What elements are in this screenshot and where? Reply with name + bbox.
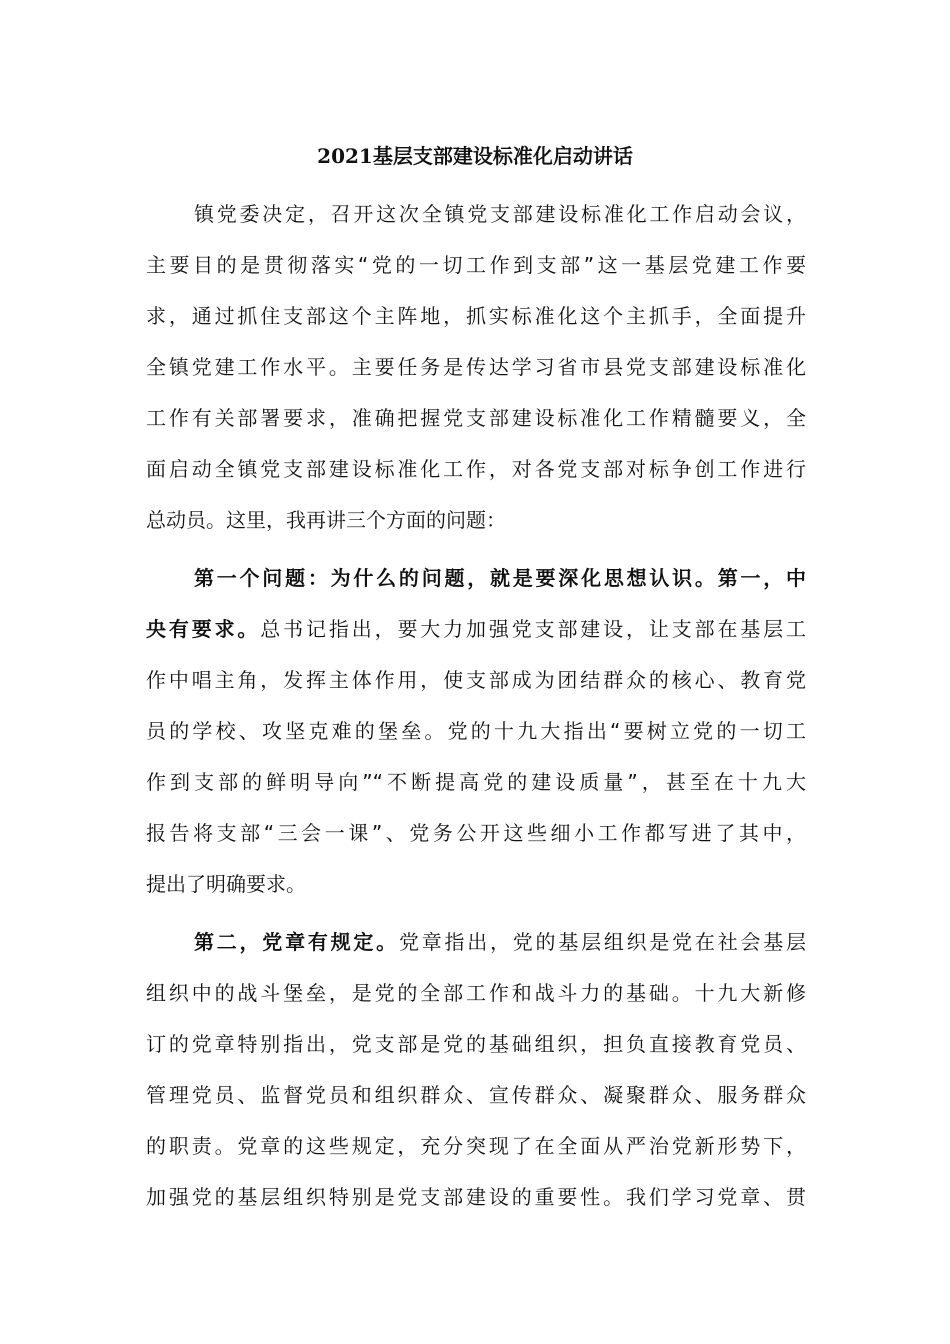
text-line: 作中唱主角，发挥主体作用，使支部成为团结群众的核心、教育党: [146, 668, 806, 692]
text-line: 订的党章特别指出，党支部是党的基础组织，担负直接教育党员、: [146, 1032, 806, 1056]
bold-heading: 央有要求。: [146, 617, 261, 641]
bold-heading: 第一个问题：为什么的问题，就是要深化思想认识。第一，中: [194, 566, 806, 590]
text-line: 报告将支部“三会一课”、党务公开这些细小工作都写进了其中，: [146, 821, 806, 845]
text-line: 央有要求。总书记指出，要大力加强党支部建设，让支部在基层工: [146, 617, 806, 641]
document-body: [146, 189, 806, 1223]
text-line: 工作有关部署要求，准确把握党支部建设标准化工作精髓要义，全: [146, 406, 806, 430]
text-line: [146, 553, 806, 604]
paragraph-1: [146, 189, 806, 546]
text-line: 主要目的是贯彻落实“党的一切工作到支部”这一基层党建工作要: [146, 253, 806, 277]
text-line: 加强党的基层组织特别是党支部建设的重要性。我们学习党章、贯: [146, 1185, 806, 1209]
text-line: 员的学校、攻坚克难的堡垒。党的十九大指出“要树立党的一切工: [146, 719, 806, 743]
text-line: 管理党员、监督党员和组织群众、宣传群众、凝聚群众、服务群众: [146, 1083, 806, 1107]
text-line: 求，通过抓住支部这个主阵地，抓实标准化这个主抓手，全面提升: [146, 304, 806, 328]
bold-heading: 第二，党章有规定。: [194, 930, 399, 954]
text-line: 第二，党章有规定。党章指出，党的基层组织是党在社会基层: [194, 930, 806, 954]
text-line: 的职责。党章的这些规定，充分突现了在全面从严治党新形势下，: [146, 1134, 806, 1158]
text-line: 作到支部的鲜明导向”“不断提高党的建设质量”，甚至在十九大: [146, 770, 806, 794]
text-line: 组织中的战斗堡垒，是党的全部工作和战斗力的基础。十九大新修: [146, 981, 806, 1005]
text-line: 镇党委决定，召开这次全镇党支部建设标准化工作启动会议，: [194, 202, 806, 226]
text-line: 提出了明确要求。: [146, 872, 306, 896]
text-line: 全镇党建工作水平。主要任务是传达学习省市县党支部建设标准化: [146, 355, 806, 379]
paragraph-2: [146, 553, 806, 910]
text-line: 面启动全镇党支部建设标准化工作，对各党支部对标争创工作进行: [146, 457, 806, 481]
document-title: 2021基层支部建设标准化启动讲话: [317, 144, 633, 168]
text-line: 总动员。这里，我再讲三个方面的问题：: [146, 508, 506, 532]
paragraph-3: [146, 917, 806, 1223]
